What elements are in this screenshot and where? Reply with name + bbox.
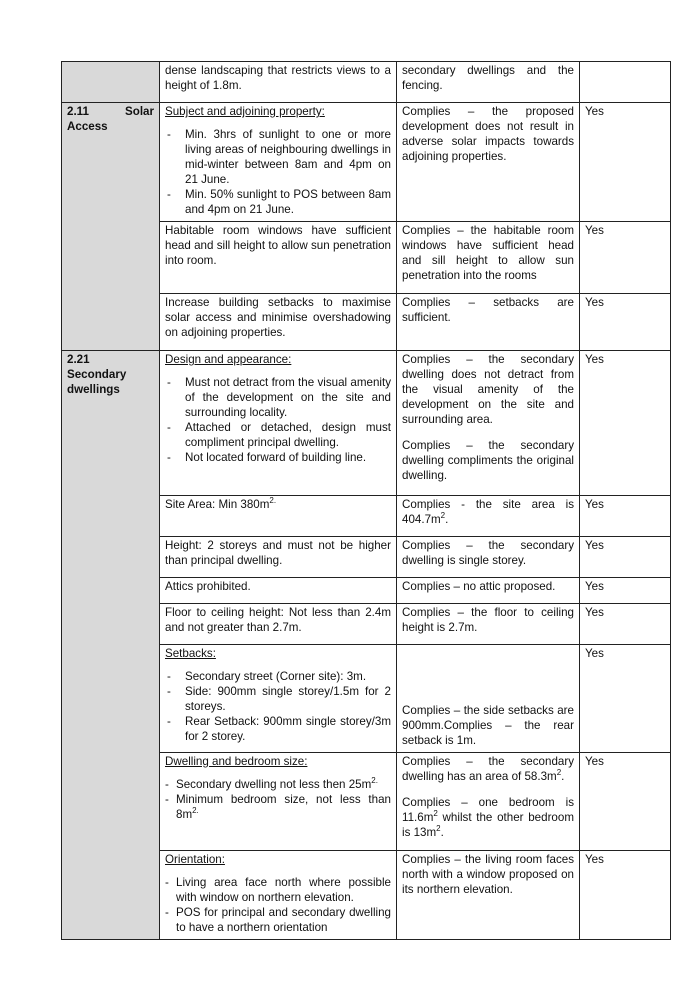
proposal-cell: Complies – the living room faces north with a window proposed on its northern elevation. [397, 851, 580, 940]
compliance-cell: Yes [580, 351, 671, 496]
list-item: - Living area face north where possible with window on northern elevation. [165, 875, 391, 905]
compliance-cell: Yes [580, 103, 671, 222]
control-cell [160, 496, 397, 537]
control-cell: Attics prohibited. [160, 578, 397, 604]
list-item [165, 777, 391, 792]
control-list [165, 669, 391, 744]
table-row [62, 62, 671, 103]
compliance-cell: Yes [580, 753, 671, 851]
control-list [165, 777, 391, 822]
proposal-text-tail: . [561, 770, 565, 783]
control-heading: Orientation: [165, 853, 225, 866]
section-number: 2.21 [67, 353, 90, 366]
control-cell: Floor to ceiling height: Not less than 2.4m and not greater than 2.7m. [160, 604, 397, 645]
control-heading: Setbacks: [165, 647, 216, 660]
superscript: 2. [192, 806, 199, 816]
proposal-cell [397, 351, 580, 496]
compliance-cell: Yes [580, 222, 671, 294]
proposal-cell [397, 496, 580, 537]
list-item: - Min. 3hrs of sunlight to one or more living areas of neighbouring dwellings in mid-winter between 8am and 4pm on 21 June. [165, 127, 391, 187]
control-cell: Height: 2 storeys and must not be higher than principal dwelling. [160, 537, 397, 578]
control-cell: dense landscaping that restricts views to a height of 1.8m. [160, 62, 397, 103]
section-title-word: Secondary [67, 368, 127, 381]
control-cell [160, 851, 397, 940]
control-cell: Habitable room windows have sufficient head and sill height to allow sun penetration into room. [160, 222, 397, 294]
proposal-cell: Complies – the proposed development does not result in adverse solar impacts towards adjoining properties. [397, 103, 580, 222]
superscript: 2 [440, 511, 446, 521]
proposal-cell: Complies – the side setbacks are 900mm.Complies – the rear setback is 1m. [397, 645, 580, 753]
controls-compliance-table [61, 61, 671, 940]
section-title-word: Solar [125, 105, 154, 118]
proposal-cell: Complies – the habitable room windows have sufficient head and sill height to allow sun penetration into the rooms [397, 222, 580, 294]
section-cell [62, 62, 160, 103]
section-title-word: dwellings [67, 383, 120, 396]
proposal-text: Complies – one bedroom is 11.6m [402, 796, 574, 824]
superscript: 2 [433, 809, 438, 819]
list-item: - Must not detract from the visual amenity of the development on the site and surrounding locality. [165, 375, 391, 420]
control-cell [160, 645, 397, 753]
proposal-cell: Complies – no attic proposed. [397, 578, 580, 604]
compliance-cell [580, 62, 671, 103]
section-number: 2.11 [67, 105, 89, 118]
control-cell [160, 351, 397, 496]
proposal-paragraph: Complies – the secondary dwelling does not detract from the visual amenity of the development on the site and surrounding area. [402, 353, 574, 426]
superscript: 2. [269, 496, 277, 506]
proposal-cell [397, 753, 580, 851]
superscript: 2 [436, 824, 441, 834]
compliance-cell: Yes [580, 496, 671, 537]
table-row [62, 351, 671, 496]
proposal-cell: Complies – setbacks are sufficient. [397, 294, 580, 351]
proposal-text: Complies – the secondary dwelling has an area of 58.3m [402, 755, 574, 783]
proposal-cell: Complies – the secondary dwelling is single storey. [397, 537, 580, 578]
proposal-paragraph [402, 754, 574, 784]
control-heading: Dwelling and bedroom size: [165, 755, 308, 768]
control-heading: Subject and adjoining property: [165, 105, 325, 118]
compliance-cell: Yes [580, 537, 671, 578]
list-item [165, 792, 391, 822]
proposal-text-tail: . [445, 513, 449, 526]
proposal-text-tail: . [440, 826, 444, 839]
proposal-cell: Complies – the floor to ceiling height is 2.7m. [397, 604, 580, 645]
section-cell-solar-access [62, 103, 160, 351]
superscript: 2 [556, 768, 562, 778]
compliance-cell: Yes [580, 645, 671, 753]
list-item: - Side: 900mm single storey/1.5m for 2 storeys. [165, 684, 391, 714]
compliance-cell: Yes [580, 604, 671, 645]
control-cell [160, 753, 397, 851]
section-cell-secondary-dwellings [62, 351, 160, 940]
compliance-cell: Yes [580, 578, 671, 604]
proposal-paragraph [402, 795, 574, 840]
proposal-cell: secondary dwellings and the fencing. [397, 62, 580, 103]
list-item: - Not located forward of building line. [165, 450, 391, 465]
control-text: Site Area: Min 380m [165, 498, 270, 511]
list-item: - Secondary street (Corner site): 3m. [165, 669, 391, 684]
section-title-word: Access [67, 120, 108, 133]
table-row [62, 103, 671, 222]
compliance-cell: Yes [580, 851, 671, 940]
list-item: - Attached or detached, design must compliment principal dwelling. [165, 420, 391, 450]
compliance-cell: Yes [580, 294, 671, 351]
proposal-text: Complies - the site area is 404.7m [402, 498, 574, 526]
control-heading: Design and appearance: [165, 353, 292, 366]
superscript: 2. [371, 776, 378, 786]
list-item: - POS for principal and secondary dwelling to have a northern orientation [165, 905, 391, 935]
list-item: - Rear Setback: 900mm single storey/3m for 2 storey. [165, 714, 391, 744]
control-list [165, 375, 391, 465]
control-cell: Increase building setbacks to maximise solar access and minimise overshadowing on adjoining properties. [160, 294, 397, 351]
list-item-text: Minimum bedroom size, not less than 8m [176, 793, 391, 821]
control-cell [160, 103, 397, 222]
list-item: - Min. 50% sunlight to POS between 8am and 4pm on 21 June. [165, 187, 391, 217]
proposal-paragraph: Complies – the secondary dwelling compliments the original dwelling. [402, 439, 574, 482]
proposal-text-mid: whilst the other bedroom is 13m [402, 811, 574, 839]
control-list [165, 875, 391, 935]
list-item-text: Secondary dwelling not less then 25m [176, 778, 372, 791]
control-list [165, 127, 391, 217]
